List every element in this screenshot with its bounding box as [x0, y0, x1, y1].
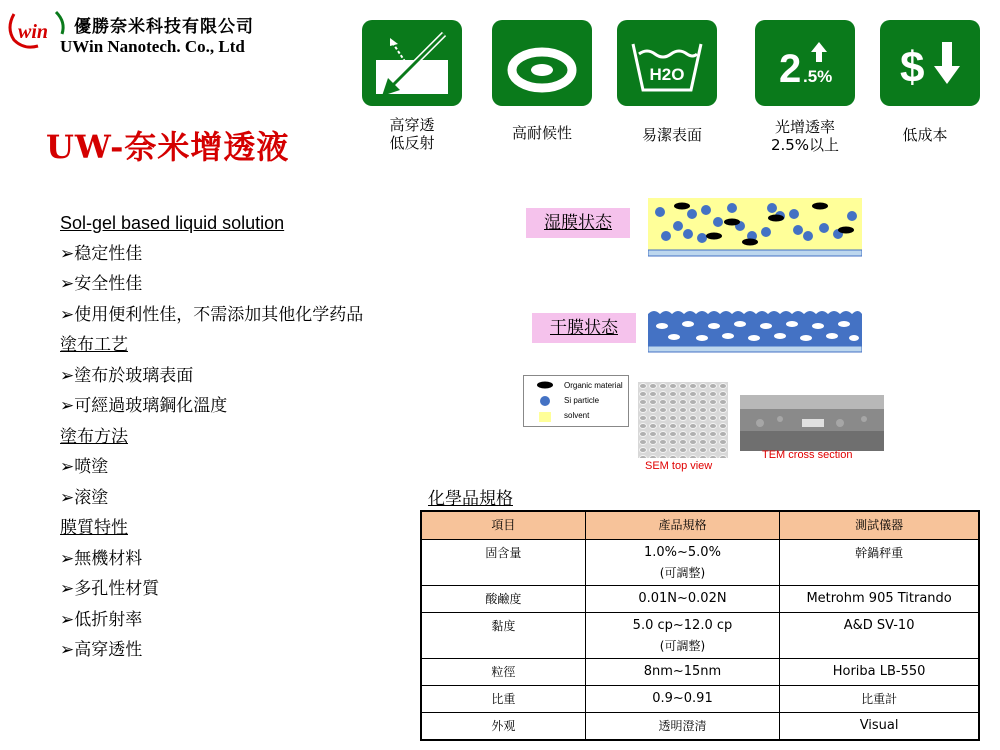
table-row: 酸鹼度 0.01N~0.02N Metrohm 905 Titrando — [421, 586, 979, 613]
diagram-legend — [523, 375, 629, 427]
svg-text:.5%: .5% — [803, 67, 833, 86]
list-item: ➢使用便利性佳，不需添加其他化学药品 — [60, 304, 364, 325]
table-row: 比重 0.9~0.91 比重計 — [421, 686, 979, 713]
table-row: 固含量 1.0%~5.0% (可調整) 幹鍋秤重 — [421, 540, 979, 586]
wet-film-label: 湿膜状态 — [526, 208, 630, 238]
list-item: ➢多孔性材質 — [60, 579, 160, 599]
header-item: 項目 — [421, 511, 585, 540]
company-name-cn: 優勝奈米科技有限公司 — [74, 17, 254, 37]
spec-title: 化學品規格 — [428, 489, 513, 509]
product-title: UW-奈米增透液 — [46, 128, 290, 166]
easy-clean-icon — [617, 20, 717, 106]
table-row: 黏度 5.0 cp~12.0 cp (可調整) A&D SV-10 — [421, 613, 979, 659]
feature-list — [60, 208, 440, 666]
list-item: ➢喷塗 — [60, 457, 109, 477]
sem-caption: SEM top view — [645, 460, 713, 472]
dry-film-label: 干膜状态 — [532, 313, 636, 343]
svg-text:2: 2 — [779, 47, 802, 91]
feature-caption: 高穿透 低反射 — [389, 116, 435, 152]
list-item: ➢無機材料 — [60, 548, 143, 569]
h2o-text: H2O — [649, 65, 685, 84]
weather-resistance-icon — [492, 20, 592, 106]
tem-caption: TEM cross section — [762, 449, 853, 461]
sem-image — [638, 382, 728, 458]
list-item: ➢低折射率 — [60, 609, 143, 630]
svg-text:$: $ — [900, 43, 925, 92]
list-item: ➢安全性佳 — [60, 274, 143, 294]
list-item: ➢可經過玻璃鋼化溫度 — [60, 396, 228, 416]
company-name-en: UWin Nanotech. Co., Ltd — [60, 37, 245, 56]
list-heading: 塗布工艺 — [60, 335, 128, 355]
tem-image — [740, 395, 884, 451]
list-heading: 塗布方法 — [60, 426, 128, 447]
feature-caption: 低成本 — [902, 126, 948, 144]
list-item: ➢高穿透性 — [60, 640, 143, 660]
logo-text: win — [18, 21, 49, 43]
list-item: ➢塗布於玻璃表面 — [60, 365, 194, 386]
high-transmittance-icon — [362, 20, 462, 106]
table-row: 粒徑 8nm~15nm Horiba LB-550 — [421, 659, 979, 686]
feature-caption: 高耐候性 — [511, 124, 572, 142]
feature-caption: 易潔表面 — [641, 126, 702, 144]
dry-film-diagram — [648, 308, 862, 356]
low-cost-icon — [880, 20, 980, 106]
header-instrument: 測試儀器 — [780, 511, 979, 540]
legend-si: Si particle — [564, 396, 600, 405]
legend-solvent: solvent — [564, 411, 590, 420]
table-row: 外观 透明澄清 Visual — [421, 713, 979, 741]
wet-film-diagram — [648, 196, 862, 260]
list-heading: Sol-gel based liquid solution — [60, 213, 285, 233]
transmittance-increase-icon — [755, 20, 855, 106]
list-item: ➢滚塗 — [60, 487, 109, 508]
list-heading: 膜質特性 — [60, 518, 128, 538]
feature-caption: 光增透率 2.5%以上 — [770, 118, 840, 154]
header-spec: 產品規格 — [585, 511, 779, 540]
legend-organic: Organic material — [564, 381, 623, 390]
spec-table — [420, 510, 980, 741]
list-item: ➢稳定性佳 — [60, 243, 143, 264]
